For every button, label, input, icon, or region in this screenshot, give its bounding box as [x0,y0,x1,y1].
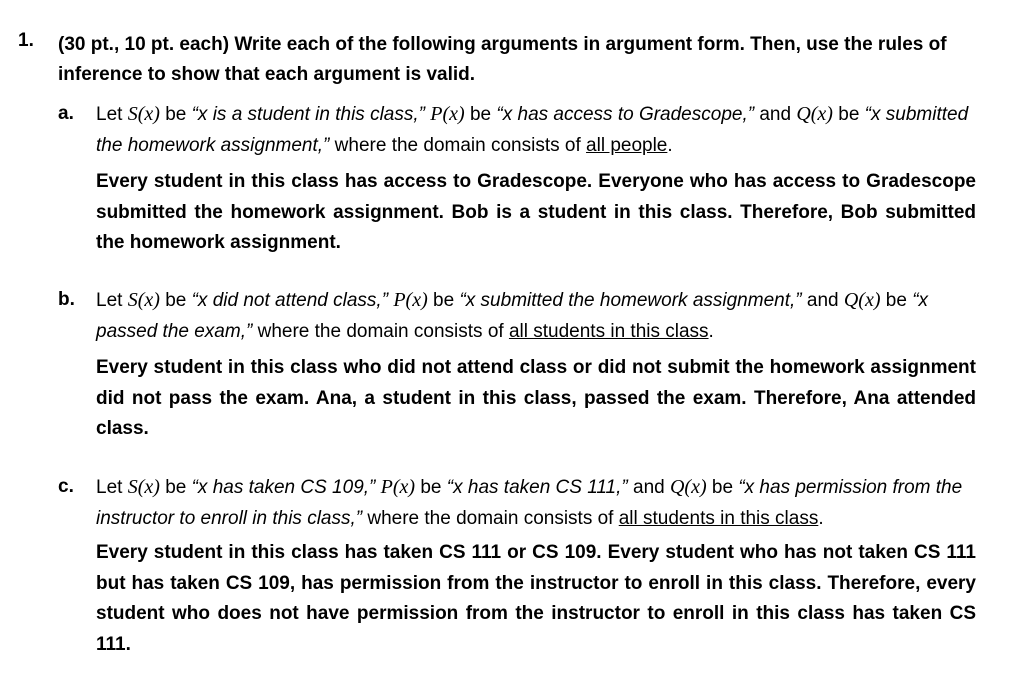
q-predicate: Q(x) [669,476,707,498]
part-c-argument: Every student in this class has taken CS 111 or CS 109. Every student who has not taken CS 111 but has taken CS 109, has permission from the instructor to enroll in this class. Therefore, every student who does not have permission from the instructor to enroll in this class has taken CS 111. [96,542,976,655]
p-description: “x has taken CS 111,” [446,477,628,498]
q-description: “x passed the exam,” [96,290,929,342]
s-predicate: S(x) [127,476,160,498]
domain: all students in this class [508,321,709,342]
p-predicate: P(x) [430,103,465,125]
part-a [96,99,976,259]
part-b-argument: Every student in this class who did not attend class or did not submit the homework assignment did not pass the exam. Ana, a student in this class, passed the exam. Therefore, Ana attended class. [96,357,976,439]
p-predicate: P(x) [393,289,428,311]
s-predicate: S(x) [127,289,160,311]
part-a-definitions: Let S(x) be “x is a student in this class,” P(x) be “x has access to Gradescope,” and Q(x) be “x submitted the homework assignment,” where the domain consists of all people. [96,103,969,156]
part-a-label: a. [58,103,74,124]
s-description: “x is a student in this class,” [191,104,425,125]
domain: all people [586,135,668,156]
part-c-definitions: Let S(x) be “x has taken CS 109,” P(x) be “x has taken CS 111,” and Q(x) be “x has permission from the instructor to enroll in this class,” where the domain consists of all students in this class. [96,476,963,529]
part-a-argument: Every student in this class has access to Gradescope. Everyone who has access to Gradescope submitted the homework assignment. Bob is a student in this class. Therefore, Bob submitted the homework assignment. [96,171,976,253]
question-header: (30 pt., 10 pt. each) Write each of the following arguments in argument form. Then, use the rules of inference to show that each argument is valid. [58,34,947,85]
q-predicate: Q(x) [796,103,833,125]
part-c [96,472,976,660]
q-predicate: Q(x) [843,289,881,311]
s-predicate: S(x) [127,103,160,125]
domain: all students in this class [618,508,819,529]
question-number: 1. [18,30,34,51]
part-c-label: c. [58,476,74,497]
p-description: “x has access to Gradescope,” [496,104,755,125]
part-b [96,285,976,445]
p-description: “x submitted the homework assignment,” [459,290,802,311]
q-description: “x submitted the homework assignment,” [96,104,969,156]
part-b-label: b. [58,289,75,310]
p-predicate: P(x) [380,476,416,498]
q-description: “x has permission from the instructor to enroll in this class,” [96,477,963,529]
s-description: “x has taken CS 109,” [191,477,376,498]
s-description: “x did not attend class,” [191,290,389,311]
part-b-definitions: Let S(x) be “x did not attend class,” P(x) be “x submitted the homework assignment,” and Q(x) be “x passed the exam,” where the domain consists of all students in this class. [96,289,929,342]
